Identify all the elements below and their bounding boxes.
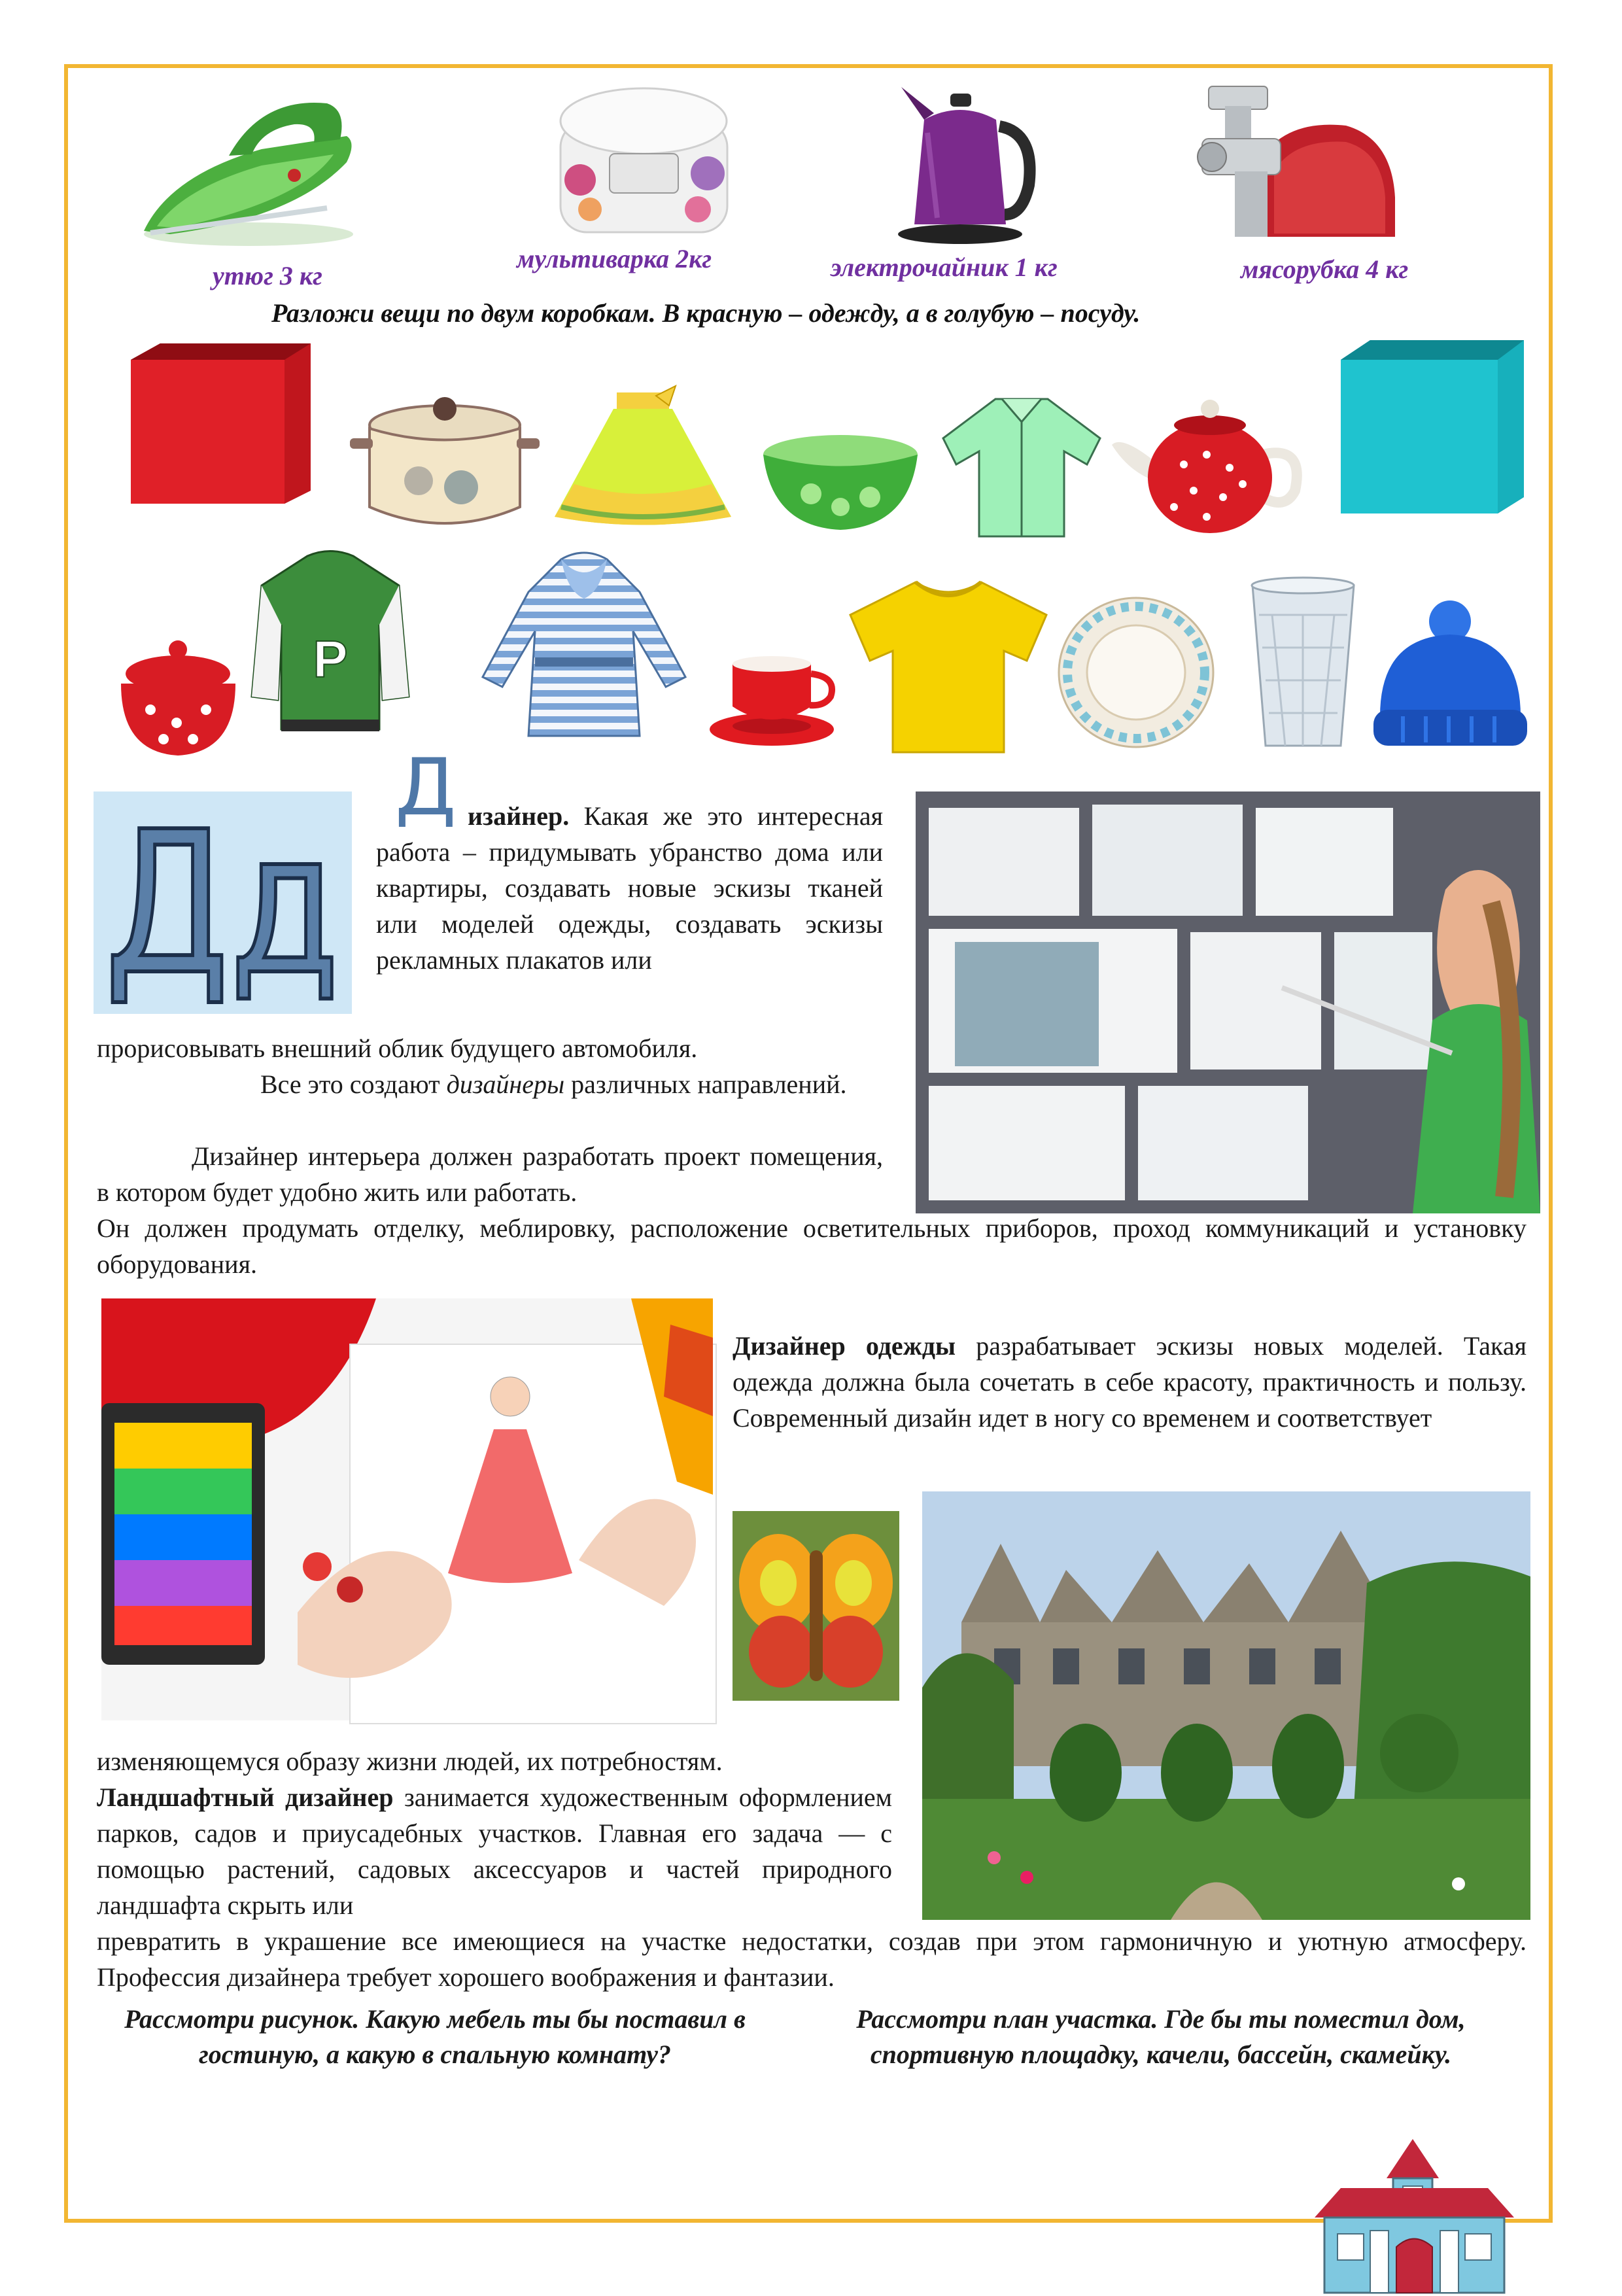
- svg-text:P: P: [313, 630, 348, 688]
- meat-grinder-icon: [1196, 80, 1405, 247]
- cup-icon: [706, 654, 840, 749]
- designer-intro-text: Какая же это интересная работа – придумывать убранство дома или квартиры, создавать новые эскизы тканей или моделей одежды, создавать эскизы рекламных плакатов или: [376, 801, 883, 975]
- saucepan-icon: [347, 389, 543, 536]
- knit-hat-icon: [1364, 599, 1537, 752]
- big-letter: [94, 790, 352, 1018]
- paragraph-interior: Дизайнер интерьера должен разработать проект помещения, в котором будет удобно жить или работать.: [97, 1141, 883, 1207]
- task-sort-items: Разложи вещи по двум коробкам. В красную – одежду, а в голубую – посуду.: [271, 298, 1141, 328]
- paragraph-fashion: [733, 1328, 1527, 1436]
- drop-cap: Д: [395, 742, 457, 833]
- house-icon: [1315, 2132, 1514, 2293]
- paragraph-landscape-tail: превратить в украшение все имеющиеся на участке недостатки, создав при этом гармоничную и уютную атмосферу. Профессия дизайнера требует хорошего воображения и фантазии.: [97, 1926, 1527, 1992]
- big-letter-text: Дд: [105, 790, 340, 1018]
- paragraph-designer-intro: [376, 798, 883, 978]
- paragraph-designers: [97, 1066, 883, 1102]
- appliance-label-meat-grinder: мясорубка 4 кг: [1241, 254, 1409, 284]
- appliance-label-kettle: электрочайник 1 кг: [831, 252, 1058, 282]
- appliance-label-iron: утюг 3 кг: [213, 261, 322, 290]
- blue-box-icon: [1334, 337, 1530, 517]
- question-furniture: Рассмотри рисунок. Какую мебель ты бы поставил в гостиную, а какую в спальную комнату?: [124, 2004, 746, 2069]
- dress-icon: [548, 386, 738, 533]
- landscape-designer-term: Ландшафтный дизайнер: [97, 1783, 394, 1812]
- kettle-icon: [888, 74, 1042, 247]
- garden-house-photo: [922, 1491, 1530, 1920]
- landscape-designer-text: занимается художественным оформлением парков, садов и приусадебных участков. Главная его задача — с помощью растений, садовых аксессуаров и частей природного ландшафта скрыть или: [97, 1783, 892, 1920]
- plate-icon: [1056, 595, 1216, 749]
- paragraph-landscape: [97, 1779, 892, 1923]
- paragraph-interior-tail: Он должен продумать отделку, меблировку, расположение осветительных приборов, проход коммуникаций и установку оборудования.: [97, 1213, 1527, 1279]
- interior-designer-photo: [916, 791, 1540, 1213]
- designers-word: дизайнеры: [446, 1070, 565, 1099]
- fashion-sketch-photo: [101, 1298, 713, 1720]
- teapot-icon: [1109, 392, 1305, 536]
- designers-text-b: различных направлений.: [564, 1070, 847, 1099]
- fashion-designer-text: разрабатывает эскизы новых моделей. Такая одежда должна была сочетать в себе красоту, практичность и пользу. Современный дизайн идет в ногу со временем и соответствует: [733, 1331, 1527, 1433]
- red-box-icon: [121, 340, 320, 507]
- jacket-icon: [249, 546, 412, 742]
- shirt-icon: [937, 392, 1107, 540]
- bathrobe-icon: [476, 546, 692, 742]
- flower-butterfly-photo: [733, 1511, 899, 1701]
- iron-icon: [131, 77, 366, 254]
- designers-text-a: Все это создают: [260, 1070, 447, 1099]
- paragraph-fashion-tail: изменяющемуся образу жизни людей, их потребностям.: [97, 1747, 723, 1776]
- multicooker-icon: [551, 75, 737, 242]
- paragraph-designer-tail: прорисовывать внешний облик будущего автомобиля.: [97, 1034, 698, 1063]
- designer-word: изайнер.: [468, 801, 570, 831]
- glass-icon: [1246, 576, 1360, 756]
- question-plan: Рассмотри план участка. Где бы ты поместил дом, спортивную площадку, качели, бассейн, скамейку.: [856, 2004, 1466, 2069]
- fashion-designer-term: Дизайнер одежды: [733, 1331, 956, 1361]
- appliance-label-multicooker: мультиварка 2кг: [517, 244, 712, 273]
- sugar-bowl-icon: [111, 638, 245, 762]
- tshirt-icon: [844, 576, 1053, 756]
- green-bowl-icon: [759, 432, 922, 533]
